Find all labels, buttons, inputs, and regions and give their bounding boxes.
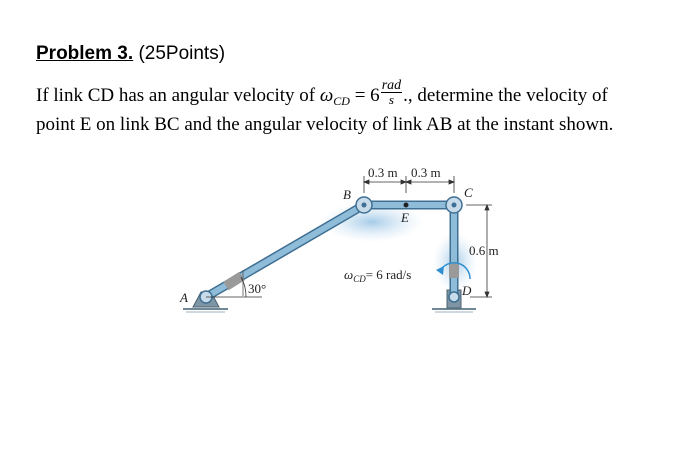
omega-cd-label xyxy=(344,267,411,284)
angle-label: 30° xyxy=(248,281,267,296)
pin-d xyxy=(449,292,459,302)
statement-part1: If link CD has an angular velocity of xyxy=(36,85,320,106)
collar-cd xyxy=(449,263,459,278)
unit-denominator: s xyxy=(388,92,394,108)
omega-cd-subscript: CD xyxy=(353,274,366,284)
label-e: E xyxy=(401,210,409,225)
point-e xyxy=(404,203,409,208)
omega-subscript: CD xyxy=(333,94,350,108)
collar-ab xyxy=(226,276,242,286)
dim-right-label: 0.3 m xyxy=(411,165,441,180)
problem-number: Problem 3. xyxy=(36,43,134,64)
problem-points: (25Points) xyxy=(138,43,226,64)
label-a: A xyxy=(180,290,188,305)
omega-cd-symbol: ω xyxy=(344,267,354,282)
unit-numerator: rad xyxy=(381,78,402,94)
statement-line2: point E on link BC and the angular velocity of link AB at the instant shown. xyxy=(36,114,614,135)
label-c: C xyxy=(464,185,473,200)
dim-left-label: 0.3 m xyxy=(368,165,398,180)
statement-part2: ., determine the velocity of xyxy=(403,85,608,106)
label-b: B xyxy=(343,187,351,202)
omega-symbol: ω xyxy=(319,85,334,106)
dim-vertical-label: 0.6 m xyxy=(469,243,499,258)
ground-d xyxy=(432,309,476,312)
ground-a xyxy=(183,309,228,312)
omega-cd-value: = 6 rad/s xyxy=(365,267,412,282)
omega-value: = 6 xyxy=(349,85,380,106)
label-d: D xyxy=(462,283,472,298)
